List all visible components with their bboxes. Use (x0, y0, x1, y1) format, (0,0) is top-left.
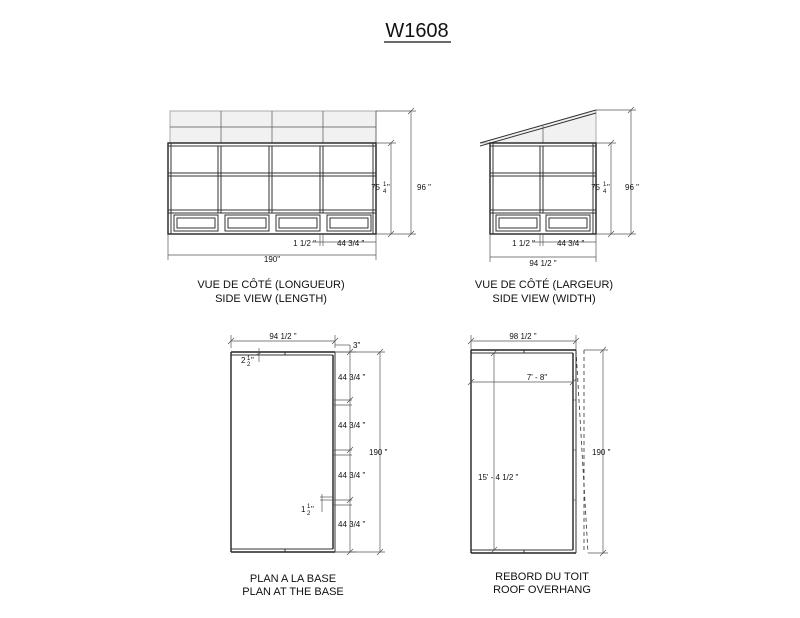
dim-plan-panel-3: 44 3/4 " (338, 471, 366, 480)
dim-roof-width: 98 1/2 " (509, 332, 537, 341)
dim-width-wall-height: 75 (591, 183, 600, 192)
dim-plan-panel-2: 44 3/4 " (338, 421, 366, 430)
roof-overhang-dims (478, 332, 611, 482)
caption-side-length-en: SIDE VIEW (LENGTH) (215, 293, 327, 305)
dim-width-post: 1 1/2 " (512, 239, 535, 248)
dim-plan-top-frac-num: 1 (247, 356, 251, 362)
dim-plan-panel-1: 44 3/4 " (338, 373, 366, 382)
dim-width-panel: 44 3/4 " (557, 239, 585, 248)
dim-plan-post-unit: " (311, 505, 314, 514)
caption-side-width-en: SIDE VIEW (WIDTH) (492, 293, 596, 305)
caption-plan-base-en: PLAN AT THE BASE (242, 586, 344, 598)
dim-length-wall-height-frac-den: 4 (383, 189, 387, 195)
dim-plan-top-frac-den: 2 (247, 362, 251, 368)
dim-roof-inner-width: 7' - 8" (526, 373, 548, 382)
caption-plan-base-fr: PLAN A LA BASE (249, 573, 337, 585)
dim-plan-corner: 3" (353, 341, 361, 350)
side-view-width-dims (512, 182, 639, 268)
dim-length-width: 190" (263, 255, 281, 264)
dim-length-total-height: 96 " (417, 183, 431, 192)
dim-roof-inner-length: 15' - 4 1/2 " (478, 473, 519, 482)
caption-side-width-fr: VUE DE CÔTÉ (LARGEUR) (474, 279, 614, 291)
dim-plan-post-frac-den: 2 (307, 511, 311, 517)
dim-length-wall-height-unit: " (387, 183, 390, 192)
dim-plan-top: 2 (241, 356, 246, 365)
dim-plan-post: 1 (301, 505, 306, 514)
dim-plan-length: 190 " (369, 448, 388, 457)
dim-length-post: 1 1/2 " (293, 239, 316, 248)
dim-plan-width: 94 1/2 " (269, 332, 297, 341)
dim-length-wall-height-frac-num: 1 (383, 182, 387, 188)
dim-roof-length: 190 " (592, 448, 611, 457)
drawing-title: W1608 (385, 20, 449, 42)
dim-length-panel: 44 3/4 " (337, 239, 365, 248)
dim-width-wall-height-frac-den: 4 (603, 189, 607, 195)
dim-plan-top-unit: " (251, 356, 254, 365)
plan-base-dims (241, 332, 388, 529)
caption-side-length-fr: VUE DE CÔTÉ (LONGUEUR) (197, 279, 345, 291)
caption-roof-overhang-fr: REBORD DU TOIT (495, 571, 589, 583)
dim-width-wall-height-unit: " (607, 183, 610, 192)
caption-roof-overhang-en: ROOF OVERHANG (493, 584, 591, 596)
dim-width-width: 94 1/2 " (529, 259, 557, 268)
side-view-length-dims (264, 182, 431, 264)
roof-overhang (468, 335, 608, 556)
dim-length-wall-height: 75 (371, 183, 380, 192)
dim-plan-panel-4: 44 3/4 " (338, 520, 366, 529)
dim-width-wall-height-frac-num: 1 (603, 182, 607, 188)
dim-width-total-height: 96 " (625, 183, 639, 192)
dim-plan-post-frac-num: 1 (307, 504, 311, 510)
